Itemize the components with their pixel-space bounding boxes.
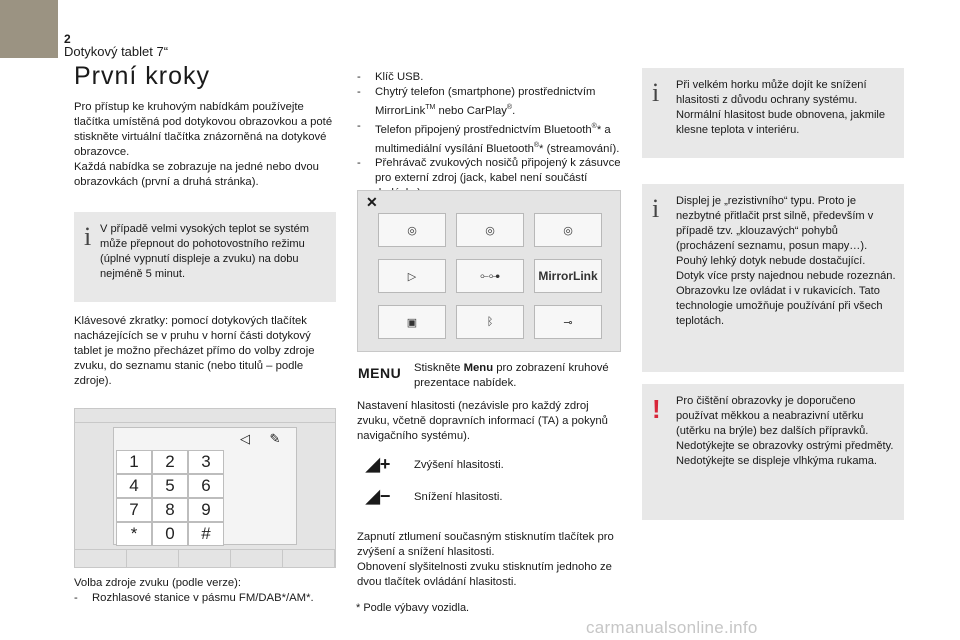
intro-paragraph-2: Každá nabídka se zobrazuje na jedné nebo dvou obrazovkách (první a druhá stránka).: [74, 161, 319, 188]
bluetooth-icon: ᛒ: [456, 305, 524, 339]
list-item: - Přehrávač zvukových nosičů připojený k zásuvce pro externí zdroj (jack, kabel není součástí: [357, 156, 621, 201]
footnote: * Podle výbavy vozidla.: [356, 602, 470, 614]
shortcuts-paragraph: Klávesové zkratky: pomocí dotykových tlačítek nacházejících se v pruhu v horní části dotykový tablet je možno přecházet přímo do volby zdroje zvuku, do seznamu stanic (nebo titulů – podle zdroje).: [74, 315, 315, 387]
list-item: - Klíč USB.: [357, 70, 621, 85]
close-icon: ✕: [366, 194, 378, 210]
volume-paragraph: Nastavení hlasitosti (nezávisle pro každý zdroj zvuku, včetně dopravních informací (TA) a pokynů navigačního systému).: [357, 400, 608, 442]
info-note-display: [642, 184, 904, 372]
note-text: V případě velmi vysokých teplot se systém může přepnout do pohotovostního režimu (úplné vypnutí displeje a zvuku) na dobu nejméně 5 minut.: [100, 223, 310, 280]
chapter-name: Dotykový tablet 7“: [64, 44, 169, 59]
warning-note-cleaning: [642, 384, 904, 520]
keypad-key: 0: [152, 522, 188, 546]
radio-icon: ◎: [378, 213, 446, 247]
keypad-key: #: [188, 522, 224, 546]
keypad-top-bar: [75, 409, 335, 423]
source-list: [357, 70, 621, 201]
note-text: Displej je „rezistivního“ typu. Proto je nezbytné přitlačit prst silně, především v případě tzv. „klouzavých“ pohybů (procházení seznamu, posun mapy…). Pouhý lehký dotyk nebude dostačující. Dotyk více prsty najednou nebude rozeznán. Obrazovku lze ovládat i v rukavicích. Tato technologie umožňuje používání při všech teplotách.: [676, 195, 896, 327]
list-item: - Chytrý telefon (smartphone) prostřednictvím MirrorLink™ nebo CarPlay®.: [357, 85, 621, 119]
info-note-temperature: [74, 212, 336, 302]
keypad-panel: [113, 427, 297, 545]
info-icon: i: [84, 222, 92, 251]
watermark: carmanualsonline.info: [586, 618, 758, 637]
mirrorlink-logo: MirrorLink: [534, 259, 602, 293]
keypad-illustration: [74, 408, 336, 568]
page-title: První kroky: [74, 62, 211, 90]
volume-up-text: Zvýšení hlasitosti.: [414, 459, 504, 471]
radio-icon: ◎: [456, 213, 524, 247]
keypad-key: 1: [116, 450, 152, 474]
info-icon: i: [652, 78, 660, 107]
menu-paragraph: Stiskněte Menu pro zobrazení kruhové prezentace nabídek.: [414, 362, 609, 389]
media-player-icon: ▣: [378, 305, 446, 339]
keypad-bottom-bar: [75, 549, 335, 567]
keypad-key: 3: [188, 450, 224, 474]
list-item: - Rozhlasové stanice v pásmu FM/DAB*/AM*.: [74, 591, 336, 606]
chapter-tab: [0, 0, 58, 58]
backspace-icon: ◁: [240, 431, 250, 446]
keypad-key: 9: [188, 498, 224, 522]
unmute-paragraph: Obnovení slyšitelnosti zvuku stisknutím jednoho ze dvou tlačítek ovládání hlasitosti.: [357, 561, 612, 588]
play-icon: ▷: [378, 259, 446, 293]
info-note-volume: [642, 68, 904, 158]
list-item: - Telefon připojený prostřednictvím Bluetooth®* a multimediální vysílání Bluetooth®* (streamování).: [357, 119, 621, 157]
keypad-grid: [116, 450, 224, 546]
keypad-key: 5: [152, 474, 188, 498]
source-heading: Volba zdroje zvuku (podle verze):: [74, 577, 242, 589]
warning-icon: !: [652, 394, 661, 424]
pen-icon: ✎: [269, 431, 281, 446]
volume-up-icon: ◢+: [366, 454, 391, 474]
keypad-key: 4: [116, 474, 152, 498]
radio-icon: ◎: [534, 213, 602, 247]
keypad-key: 8: [152, 498, 188, 522]
volume-down-text: Snížení hlasitosti.: [414, 491, 503, 503]
mute-paragraph: Zapnutí ztlumení současným stisknutím tlačítek pro zvýšení a snížení hlasitosti.: [357, 531, 614, 558]
note-text: Pro čištění obrazovky je doporučeno používat měkkou a neabrazivní utěrku (utěrku na brýle) bez dalších přípravků. Nedotýkejte se obrazovky ostrými předměty. Nedotýkejte se displeje vlhkýma rukama.: [676, 395, 894, 467]
keypad-key: *: [116, 522, 152, 546]
usb-icon: ⟜⊶: [456, 259, 524, 293]
chapter-number: 2: [64, 32, 71, 46]
info-icon: i: [652, 194, 660, 223]
keypad-key: 7: [116, 498, 152, 522]
audio-source-illustration: [357, 190, 621, 352]
source-grid: [378, 213, 602, 339]
volume-down-icon: ◢−: [366, 486, 391, 506]
source-list-left: [74, 591, 336, 606]
intro-paragraph: Pro přístup ke kruhovým nabídkám používejte tlačítka umístěná pod dotykovou obrazovkou a poté stiskněte virtuální tlačítka znázorněná na dotykové obrazovce.: [74, 101, 333, 158]
jack-icon: ⊸: [534, 305, 602, 339]
keypad-key: 6: [188, 474, 224, 498]
menu-button-icon: MENU: [358, 365, 402, 381]
keypad-key: 2: [152, 450, 188, 474]
note-text: Při velkém horku může dojít ke snížení hlasitosti z důvodu ochrany systému. Normální hlasitost bude obnovena, jakmile klesne teplota v interiéru.: [676, 79, 886, 136]
